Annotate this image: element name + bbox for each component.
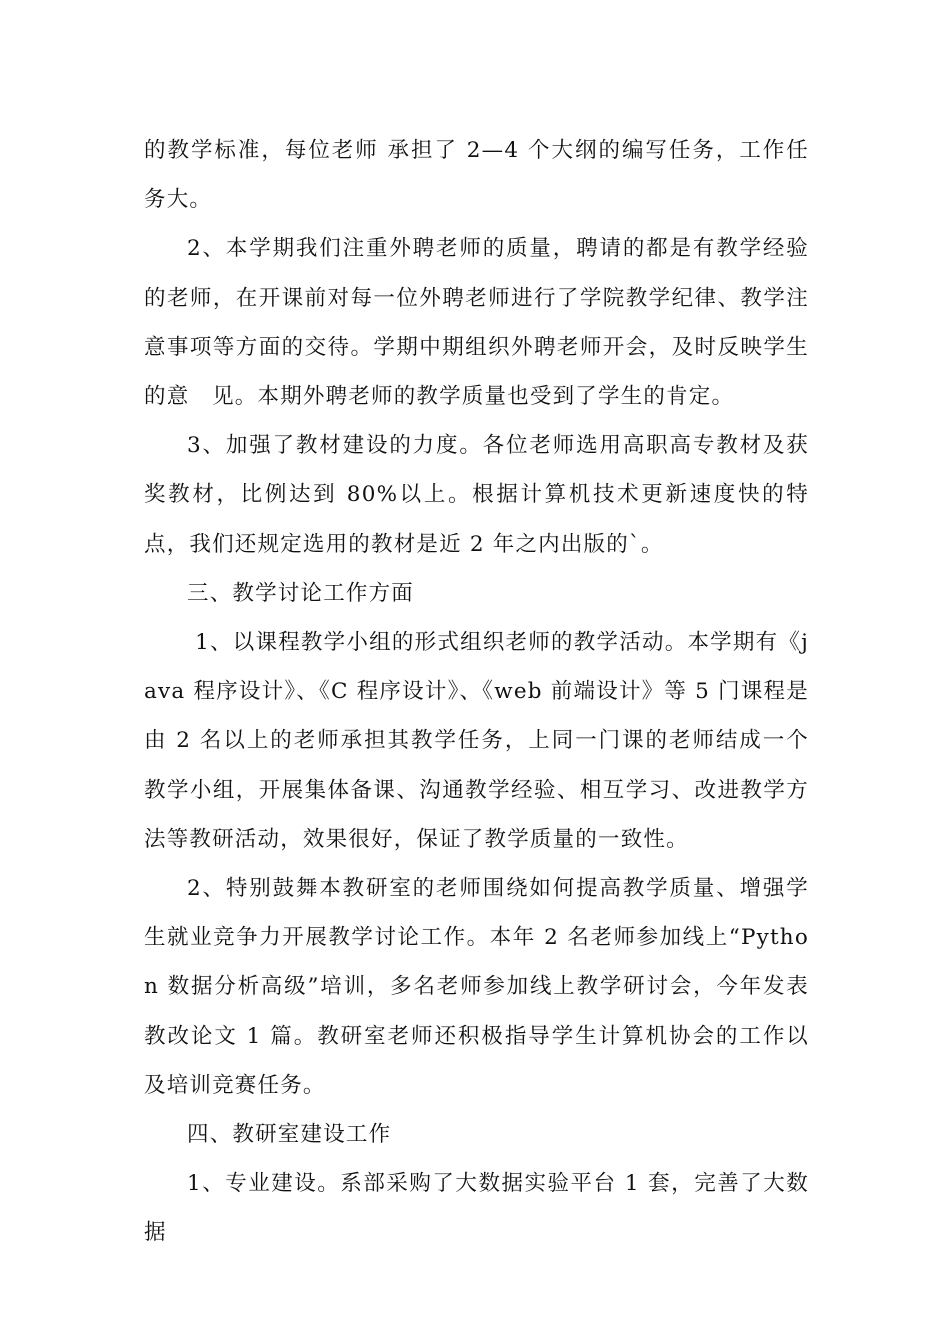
paragraph-continuation: 的教学标准，每位老师 承担了 2—4 个大纲的编写任务，工作任务大。	[144, 138, 809, 213]
section-heading-office-construction: 四、教研室建设工作	[187, 1122, 392, 1148]
document-page	[144, 126, 809, 1258]
section-heading-teaching-discussion: 三、教学讨论工作方面	[187, 580, 415, 606]
paragraph-course-groups: 1、以课程教学小组的形式组织老师的教学活动。本学期有《java 程序设计》、《C 程序设计》、《web 前端设计》等 5 门课程是由 2 名以上的老师承担其教学任务，上同一门课的老师结成一个教学小组，开展集体备课、沟通教学经验、相互学习、改进教学方法等教研活动，效果很好，保证了教学质量的一致性。	[144, 630, 809, 852]
paragraph-external-teachers: 2、本学期我们注重外聘老师的质量，聘请的都是有教学经验的老师，在开课前对每一位外聘老师进行了学院教学纪律、教学注意事项等方面的交待。学期中期组织外聘老师开会，及时反映学生的意 见。本期外聘老师的教学质量也受到了学生的肯定。	[144, 236, 809, 410]
paragraph-major-construction: 1、专业建设。系部采购了大数据实验平台 1 套，完善了大数据	[144, 1171, 809, 1246]
paragraph-textbook-construction: 3、加强了教材建设的力度。各位老师选用高职高专教材及获奖教材，比例达到 80%以上。根据计算机技术更新速度快的特点，我们还规定选用的教材是近 2 年之内出版的`。	[144, 433, 809, 557]
paragraph-teaching-research: 2、特别鼓舞本教研室的老师围绕如何提高教学质量、增强学生就业竞争力开展教学讨论工作。本年 2 名老师参加线上“Python 数据分析高级”培训，多名老师参加线上教学研讨会，今年发表教改论文 1 篇。教研室老师还积极指导学生计算机协会的工作以及培训竞赛任务。	[144, 876, 809, 1098]
